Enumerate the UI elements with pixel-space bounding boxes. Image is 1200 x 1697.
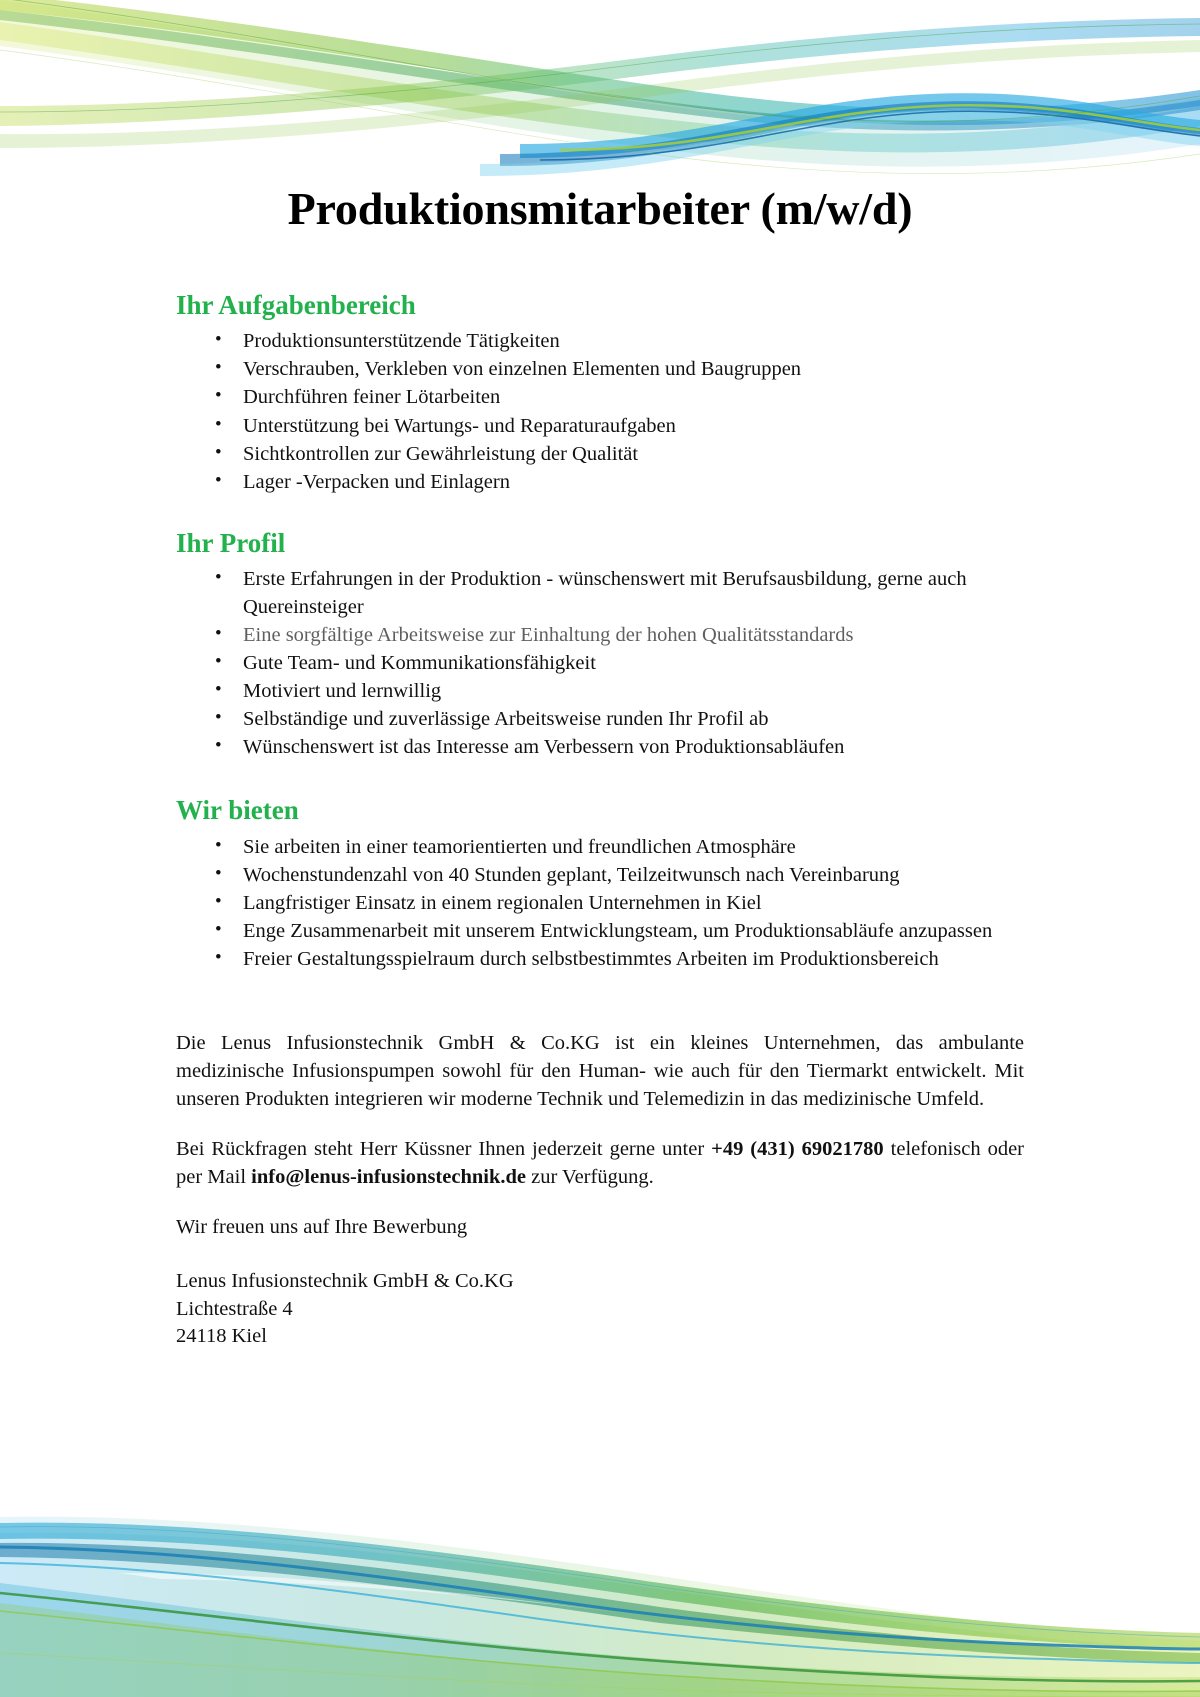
contact-paragraph [176, 1136, 1024, 1192]
list-item: • Gute Team- und Kommunikationsfähigkeit [243, 650, 1024, 678]
section-heading-aufgabenbereich: Ihr Aufgabenbereich [176, 289, 416, 320]
section-aufgabenbereich [176, 235, 1024, 497]
list-item: • Wünschenswert ist das Interesse am Verbessern von Produktionsabläufen [243, 734, 1024, 762]
list-item: • Langfristiger Einsatz in einem regionalen Unternehmen in Kiel [243, 890, 1024, 918]
list-item: • Unterstützung bei Wartungs- und Reparaturaufgaben [243, 413, 1024, 441]
contact-prefix: Bei Rückfragen steht Herr Küssner Ihnen jederzeit gerne unter [176, 1138, 712, 1161]
closing-text-block [176, 974, 1024, 1351]
list-item: • Durchführen feiner Lötarbeiten [243, 384, 1024, 412]
contact-phone: +49 (431) 69021780 [711, 1138, 884, 1161]
list-item: • Motiviert und lernwillig [243, 678, 1024, 706]
list-item: • Lager -Verpacken und Einlagern [243, 469, 1024, 497]
list-aufgabenbereich [176, 328, 1024, 496]
section-heading-profil: Ihr Profil [176, 527, 286, 558]
company-description-paragraph: Die Lenus Infusionstechnik GmbH & Co.KG ist ein kleines Unternehmen, das ambulante medizinische Infusionspumpen sowohl für den Human- wie auch für den Tiermarkt entwickelt. Mit unseren Produkten integrieren wir moderne Technik und Telemedizin in das medizinische Umfeld. [176, 1032, 1024, 1111]
section-heading-wir-bieten: Wir bieten [176, 795, 299, 826]
body-column [176, 235, 1024, 1352]
list-profil [176, 566, 1024, 761]
address-company: Lenus Infusionstechnik GmbH & Co.KG [176, 1269, 514, 1292]
list-item: • Selbständige und zuverlässige Arbeitsweise runden Ihr Profil ab [243, 706, 1024, 734]
address-street: Lichtestraße 4 [176, 1297, 293, 1320]
list-item: • Freier Gestaltungsspielraum durch selbstbestimmtes Arbeiten im Produktionsbereich [243, 946, 1024, 974]
list-wir-bieten [176, 834, 1024, 974]
list-item: • Enge Zusammenarbeit mit unserem Entwicklungsteam, um Produktionsabläufe anzupassen [243, 918, 1024, 946]
contact-middle: telefonisch oder per Mail [176, 1138, 1024, 1188]
bottom-wave-decoration [0, 1397, 1200, 1697]
contact-suffix: zur Verfügung. [525, 1165, 654, 1188]
list-item: • Sie arbeiten in einer teamorientierten und freundlichen Atmosphäre [243, 834, 1024, 862]
list-item: • Produktionsunterstützende Tätigkeiten [243, 328, 1024, 356]
list-item: • Erste Erfahrungen in der Produktion - wünschenswert mit Berufsausbildung, gerne auch Quereinsteiger [243, 566, 1024, 621]
list-item: • Sichtkontrollen zur Gewährleistung der Qualität [243, 441, 1024, 469]
contact-email: info@lenus-infusionstechnik.de [251, 1165, 526, 1188]
section-wir-bieten [176, 762, 1024, 974]
list-item: • Eine sorgfältige Arbeitsweise zur Einhaltung der hohen Qualitätsstandards [243, 622, 1024, 650]
address-block [176, 1242, 1024, 1352]
section-profil [176, 497, 1024, 762]
closing-line: Wir freuen uns auf Ihre Bewerbung [176, 1215, 468, 1238]
page-title: Produktionsmitarbeiter (m/w/d) [287, 183, 913, 234]
closing-line-wrap [176, 1192, 1024, 1242]
address-city: 24118 Kiel [176, 1325, 267, 1348]
list-item: • Verschrauben, Verkleben von einzelnen Elementen und Baugruppen [243, 356, 1024, 384]
list-item: • Wochenstundenzahl von 40 Stunden geplant, Teilzeitwunsch nach Vereinbarung [243, 862, 1024, 890]
